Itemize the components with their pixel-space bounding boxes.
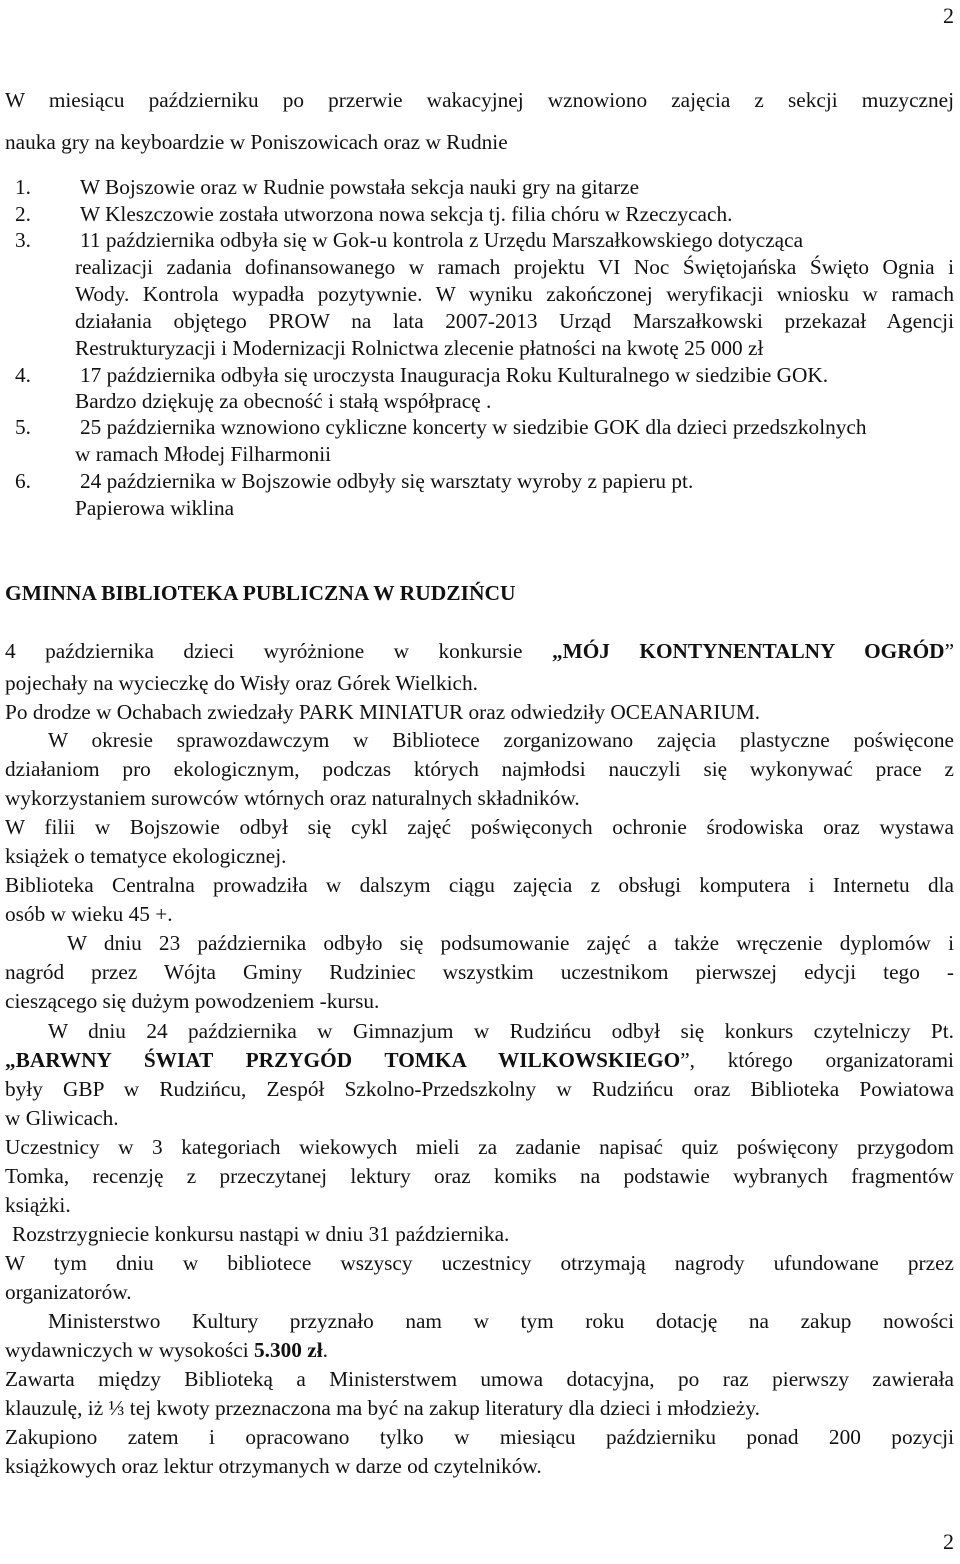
paragraph-6-line-1: W dniu 24 października w Gimnazjum w Rudzińcu odbył się konkurs czytelniczy Pt. [48, 1019, 954, 1043]
contest-title: „BARWNY ŚWIAT PRZYGÓD TOMKA WILKOWSKIEGO [5, 1048, 681, 1072]
list-item-3-line-2: realizacji zadania dofinansowanego w ramach projektu VI Noc Świętojańska Święto Ognia i [75, 255, 954, 279]
list-number: 2. [15, 202, 31, 226]
paragraph-1-line-3: Po drodze w Ochabach zwiedzały PARK MINIATUR oraz odwiedziły OCEANARIUM. [5, 700, 761, 724]
page-number-bottom: 2 [943, 1529, 954, 1554]
list-item-3-line-4: działania objętego PROW na lata 2007-2013 Urząd Marszałkowski przekazał Agencji [75, 309, 954, 333]
paragraph-5-line-1: W dniu 23 października odbyło się podsumowanie zajęć a także wręczenie dyplomów i [67, 931, 954, 955]
paragraph-6-line-4: w Gliwicach. [5, 1106, 119, 1130]
paragraph-2-line-3: wykorzystaniem surowców wtórnych oraz naturalnych składników. [5, 786, 580, 810]
paragraph-5-line-3: cieszącego się dużym powodzeniem -kursu. [5, 989, 380, 1013]
paragraph-7-line-1: Uczestnicy w 3 kategoriach wiekowych mieli za zadanie napisać quiz poświęcony przygodom [5, 1135, 954, 1159]
page-number-top: 2 [943, 3, 954, 28]
paragraph-6-line-2 [5, 1047, 954, 1073]
list-text: 24 października w Bojszowie odbyły się warsztaty wyroby z papieru pt. [80, 469, 694, 493]
paragraph-4-line-1: Biblioteka Centralna prowadziła w dalszym ciągu zajęcia z obsługi komputera i Internetu dla [5, 873, 954, 897]
p10-text: wydawniczych w wysokości [5, 1338, 255, 1362]
list-text: 11 października odbyła się w Gok-u kontrola z Urzędu Marszałkowskiego dotycząca [80, 228, 804, 252]
section-heading: GMINNA BIBLIOTEKA PUBLICZNA W RUDZIŃCU [5, 581, 516, 605]
paragraph-12-line-2: książkowych oraz lektur otrzymanych w darze od czytelników. [5, 1454, 542, 1478]
list-item-5-line-2: w ramach Młodej Filharmonii [75, 442, 332, 466]
grant-amount: 5.300 zł [254, 1338, 323, 1362]
paragraph-7-line-2: Tomka, recenzję z przeczytanej lektury oraz komiks na podstawie wybranych fragmentów [5, 1164, 954, 1188]
paragraph-11-line-2: klauzulę, iż ⅓ tej kwoty przeznaczona ma być na zakup literatury dla dzieci i młodzieży. [5, 1396, 760, 1420]
paragraph-10-line-1: Ministerstwo Kultury przyznało nam w tym roku dotację na zakup nowości [48, 1309, 954, 1333]
contest-title: „MÓJ KONTYNENTALNY OGRÓD [551, 639, 945, 663]
p1-text: 4 października dzieci wyróżnione w konkursie [5, 639, 552, 663]
list-text: 17 października odbyła się uroczysta Inauguracja Roku Kulturalnego w siedzibie GOK. [80, 363, 829, 387]
paragraph-10-line-2 [5, 1337, 954, 1363]
list-number: 1. [15, 175, 31, 199]
paragraph-9-line-1: W tym dniu w bibliotece wszyscy uczestnicy otrzymają nagrody ufundowane przez [5, 1251, 954, 1275]
list-text: 25 października wznowiono cykliczne koncerty w siedzibie GOK dla dzieci przedszkolnych [80, 415, 867, 439]
list-number: 5. [15, 415, 31, 439]
intro-line-1: W miesiącu październiku po przerwie wakacyjnej wznowiono zajęcia z sekcji muzycznej [5, 88, 954, 112]
list-item-6-line-2: Papierowa wiklina [75, 496, 235, 520]
paragraph-6-line-3: były GBP w Rudzińcu, Zespół Szkolno-Przedszkolny w Rudzińcu oraz Biblioteka Powiatowa [5, 1077, 954, 1101]
list-item-4-line-2: Bardzo dziękuję za obecność i stałą współpracę . [75, 389, 492, 413]
list-number: 6. [15, 469, 31, 493]
paragraph-11-line-1: Zawarta między Biblioteką a Ministerstwem umowa dotacyjna, po raz pierwszy zawierała [5, 1367, 954, 1391]
p6-text: ”, którego organizatorami [680, 1048, 954, 1072]
list-text: W Bojszowie oraz w Rudnie powstała sekcja nauki gry na gitarze [80, 175, 640, 199]
paragraph-7-line-3: książki. [5, 1193, 71, 1217]
paragraph-12-line-1: Zakupiono zatem i opracowano tylko w miesiącu październiku ponad 200 pozycji [5, 1425, 954, 1449]
paragraph-3-line-1: W filii w Bojszowie odbył się cykl zajęć poświęconych ochronie środowiska oraz wystawa [5, 815, 954, 839]
paragraph-8-line-1: Rozstrzygniecie konkursu nastąpi w dniu 31 października. [12, 1222, 510, 1246]
paragraph-3-line-2: książek o tematyce ekologicznej. [5, 844, 287, 868]
paragraph-1-line-2: pojechały na wycieczkę do Wisły oraz Górek Wielkich. [5, 671, 478, 695]
intro-line-2: nauka gry na keyboardzie w Poniszowicach oraz w Rudnie [5, 130, 508, 154]
paragraph-2-line-2: działaniom pro ekologicznym, podczas których najmłodsi nauczyli się wykonywać prace z [5, 757, 954, 781]
paragraph-2-line-1: W okresie sprawozdawczym w Bibliotece zorganizowano zajęcia plastyczne poświęcone [48, 728, 954, 752]
p10-period: . [322, 1338, 328, 1362]
quote-close: ” [944, 639, 955, 663]
paragraph-4-line-2: osób w wieku 45 +. [5, 902, 173, 926]
list-number: 4. [15, 363, 31, 387]
paragraph-5-line-2: nagród przez Wójta Gminy Rudziniec wszystkim uczestnikom pierwszej edycji tego - [5, 960, 954, 984]
paragraph-9-line-2: organizatorów. [5, 1280, 132, 1304]
paragraph-1-line-1 [5, 638, 954, 664]
list-item-3-line-3: Wody. Kontrola wypadła pozytywnie. W wyniku zakończonej weryfikacji wniosku w ramach [75, 282, 954, 306]
list-text: W Kleszczowie została utworzona nowa sekcja tj. filia chóru w Rzeczycach. [80, 202, 733, 226]
list-item-3-line-5: Restrukturyzacji i Modernizacji Rolnictwa zlecenie płatności na kwotę 25 000 zł [75, 336, 764, 360]
list-number: 3. [15, 228, 31, 252]
